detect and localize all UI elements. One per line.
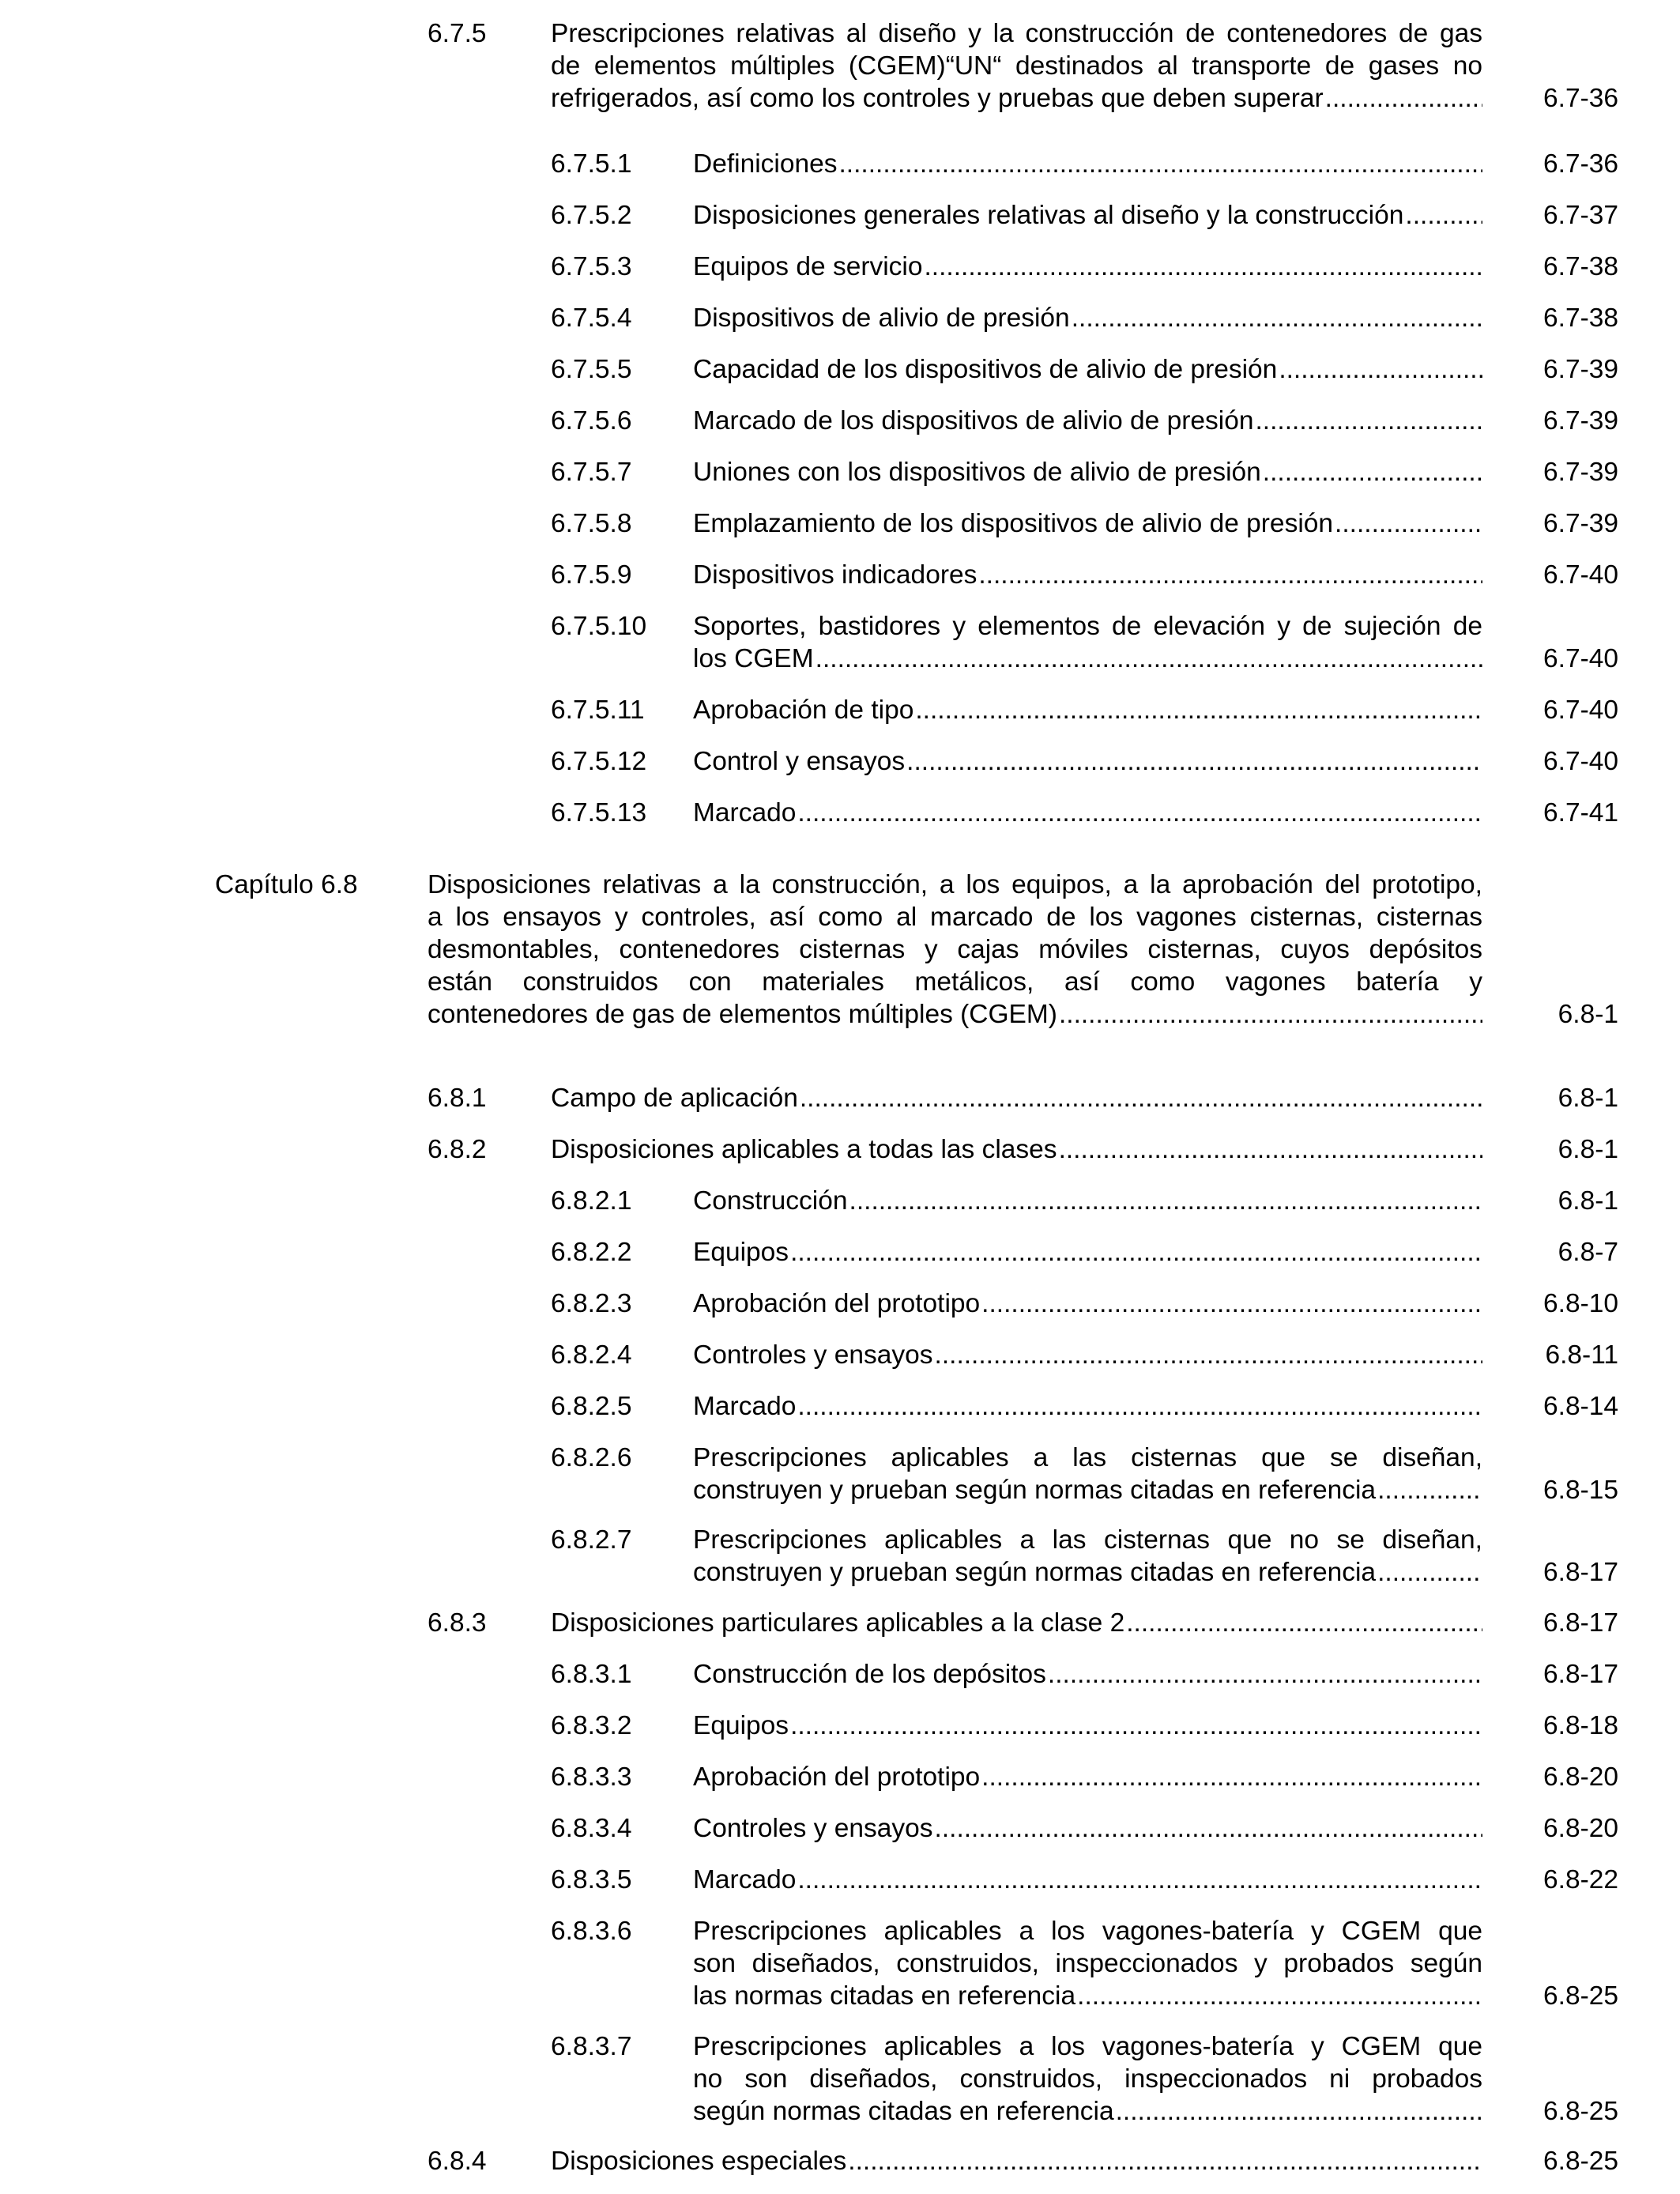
toc-entry-page: 6.7-40	[1543, 747, 1618, 776]
dot-leader	[925, 251, 1483, 283]
toc-entry-page: 6.8-1	[1558, 1000, 1618, 1029]
toc-entry-title-line: son diseñados, construidos, inspeccionados y probados según	[693, 1949, 1482, 1978]
toc-entry-page: 6.8-18	[1543, 1711, 1618, 1740]
toc-entry-title	[693, 1390, 1482, 1423]
toc-entry-page: 6.8-7	[1558, 1238, 1618, 1267]
toc-entry-title-line: a los ensayos y controles, así como al marcado de los vagones cisternas, cisternas	[428, 903, 1482, 932]
toc-entry-page: 6.7-37	[1543, 201, 1618, 230]
dot-leader	[797, 1390, 1482, 1423]
toc-entry-title	[693, 405, 1482, 437]
dot-leader	[1335, 507, 1482, 540]
toc-entry-number: 6.7.5.2	[551, 201, 632, 230]
toc-entry-title	[693, 1524, 1482, 1589]
toc-entry-page: 6.7-40	[1543, 560, 1618, 590]
toc-entry-title	[693, 148, 1482, 180]
toc-entry-title-line: Prescripciones aplicables a las cisternas que se diseñan,	[693, 1443, 1482, 1472]
toc-entry-number: 6.7.5.6	[551, 406, 632, 435]
dot-leader	[1377, 1556, 1482, 1589]
toc-entry-page: 6.8-1	[1558, 1186, 1618, 1216]
dot-leader	[848, 2145, 1482, 2177]
toc-entry-number: 6.8.2.7	[551, 1525, 632, 1555]
toc-entry-title	[693, 302, 1482, 334]
toc-entry-page: 6.7-39	[1543, 509, 1618, 538]
dot-leader	[981, 1287, 1482, 1320]
toc-entry-title-line: Aprobación de tipo	[693, 696, 914, 725]
dot-leader	[978, 559, 1482, 591]
toc-entry-number: 6.7.5.3	[551, 252, 632, 281]
toc-entry-title	[693, 456, 1482, 488]
toc-entry-number: 6.7.5.10	[551, 612, 647, 641]
toc-entry-title-line: Dispositivos de alivio de presión	[693, 303, 1070, 333]
toc-entry-title	[693, 251, 1482, 283]
toc-entry-number: 6.7.5.7	[551, 458, 632, 487]
toc-entry-title-line: desmontables, contenedores cisternas y cajas móviles cisternas, cuyos depósitos	[428, 935, 1482, 964]
toc-entry-number: 6.8.2.5	[551, 1392, 632, 1421]
toc-entry-number: 6.7.5.11	[551, 696, 645, 725]
dot-leader	[1059, 998, 1482, 1031]
toc-entry-page: 6.8-25	[1543, 1981, 1618, 2011]
toc-entry-number: 6.7.5.12	[551, 747, 647, 776]
dot-leader	[790, 1710, 1482, 1742]
toc-entry-number: 6.7.5.4	[551, 303, 632, 333]
toc-entry-title	[693, 2030, 1482, 2128]
toc-entry-title-line: Aprobación del prototipo	[693, 1762, 981, 1792]
toc-entry-title-line: refrigerados, así como los controles y pruebas que deben superar	[551, 84, 1324, 113]
toc-entry-title	[693, 694, 1482, 726]
toc-entry-page: 6.8-11	[1545, 1340, 1618, 1370]
toc-entry-page: 6.8-15	[1543, 1476, 1618, 1505]
toc-entry-title	[693, 1710, 1482, 1742]
toc-entry-title-line: Campo de aplicación	[551, 1084, 798, 1113]
toc-entry-title-line: construyen y prueban según normas citadas en referencia	[693, 1476, 1377, 1505]
toc-entry-title	[693, 797, 1482, 829]
toc-entry-title	[693, 353, 1482, 386]
toc-entry-title-line: de elementos múltiples (CGEM)“UN“ destinados al transporte de gases no	[551, 51, 1482, 81]
toc-entry-title-line: Marcado	[693, 798, 797, 827]
toc-entry-title-line: están construidos con materiales metálicos, así como vagones batería y	[428, 967, 1482, 997]
toc-entry-page: 6.8-1	[1558, 1084, 1618, 1113]
dot-leader	[935, 1339, 1482, 1371]
toc-entry-title-line: Prescripciones aplicables a los vagones-batería y CGEM que	[693, 1917, 1482, 1946]
toc-entry-page: 6.8-17	[1543, 1660, 1618, 1689]
toc-entry-title-line: Dispositivos indicadores	[693, 560, 977, 590]
toc-entry-page: 6.8-17	[1543, 1558, 1618, 1587]
dot-leader	[1325, 82, 1482, 115]
toc-entry-title-line: Equipos	[693, 1711, 789, 1740]
dot-leader	[838, 148, 1482, 180]
toc-entry-page: 6.8-22	[1543, 1865, 1618, 1894]
toc-entry-title-line: Disposiciones generales relativas al diseño y la construcción	[693, 201, 1404, 230]
toc-entry-page: 6.7-40	[1543, 696, 1618, 725]
dot-leader	[1255, 405, 1482, 437]
toc-entry-page: 6.8-14	[1543, 1392, 1618, 1421]
toc-entry-title	[693, 1915, 1482, 2012]
toc-entry-title	[693, 1287, 1482, 1320]
dot-leader	[1048, 1658, 1482, 1691]
toc-entry-title-line: Marcado de los dispositivos de alivio de presión	[693, 406, 1254, 435]
toc-entry-title-line: Control y ensayos	[693, 747, 906, 776]
toc-entry-title-line: Definiciones	[693, 149, 838, 179]
dot-leader	[935, 1812, 1482, 1845]
toc-entry-page: 6.7-40	[1543, 644, 1618, 673]
toc-entry-title-line: Disposiciones aplicables a todas las clases	[551, 1135, 1057, 1164]
toc-entry-title-line: Construcción	[693, 1186, 848, 1216]
toc-entry-number: 6.8.2.2	[551, 1238, 632, 1267]
toc-entry-page: 6.8-10	[1543, 1289, 1618, 1318]
toc-entry-title	[693, 559, 1482, 591]
toc-entry-title-line: no son diseñados, construidos, inspeccionados ni probados	[693, 2064, 1482, 2094]
toc-entry-number: 6.8.3.1	[551, 1660, 632, 1689]
toc-entry-page: 6.7-36	[1543, 84, 1618, 113]
dot-leader	[1072, 302, 1482, 334]
dot-leader	[1126, 1607, 1482, 1639]
toc-entry-title-line: Disposiciones particulares aplicables a la clase 2	[551, 1608, 1125, 1638]
toc-entry-number: 6.7.5.8	[551, 509, 632, 538]
dot-leader	[1263, 456, 1482, 488]
toc-entry-title	[693, 745, 1482, 778]
toc-entry-title-line: Disposiciones especiales	[551, 2147, 847, 2176]
toc-entry-number: 6.8.4	[428, 2147, 487, 2176]
toc-entry-number: 6.8.2.3	[551, 1289, 632, 1318]
toc-entry-title	[693, 1658, 1482, 1691]
toc-entry-number: 6.8.3.7	[551, 2032, 632, 2061]
toc-entry-title	[428, 869, 1482, 1031]
toc-entry-title-line: Marcado	[693, 1392, 797, 1421]
toc-entry-number: 6.8.3.5	[551, 1865, 632, 1894]
toc-entry-page: 6.8-1	[1558, 1135, 1618, 1164]
toc-entry-title	[551, 1133, 1482, 1166]
dot-leader	[800, 1082, 1482, 1114]
toc-entry-page: 6.7-38	[1543, 252, 1618, 281]
toc-entry-number: 6.8.3	[428, 1608, 487, 1638]
toc-entry-page: 6.7-36	[1543, 149, 1618, 179]
toc-entry-number: 6.8.1	[428, 1084, 487, 1113]
toc-entry-page: 6.7-41	[1543, 798, 1618, 827]
toc-entry-number: 6.7.5.13	[551, 798, 647, 827]
toc-entry-page: 6.7-38	[1543, 303, 1618, 333]
toc-entry-title	[551, 1607, 1482, 1639]
toc-entry-title	[693, 1442, 1482, 1506]
dot-leader	[1405, 199, 1482, 232]
toc-entry-title	[693, 1339, 1482, 1371]
toc-entry-number: 6.8.3.3	[551, 1762, 632, 1792]
toc-entry-title	[693, 1236, 1482, 1269]
toc-entry-number: 6.8.2	[428, 1135, 487, 1164]
toc-entry-number: 6.8.2.6	[551, 1443, 632, 1472]
dot-leader	[1059, 1133, 1482, 1166]
toc-entry-title-line: según normas citadas en referencia	[693, 2097, 1114, 2126]
toc-entry-title-line: los CGEM	[693, 644, 814, 673]
toc-entry-page: 6.7-39	[1543, 406, 1618, 435]
toc-entry-title-line: Equipos de servicio	[693, 252, 923, 281]
toc-entry-number: Capítulo 6.8	[215, 870, 358, 899]
toc-entry-title-line: Controles y ensayos	[693, 1340, 933, 1370]
toc-entry-title	[693, 1185, 1482, 1217]
toc-entry-number: 6.8.2.4	[551, 1340, 632, 1370]
toc-entry-title	[693, 1761, 1482, 1793]
toc-entry-title-line: las normas citadas en referencia	[693, 1981, 1076, 2011]
toc-entry-page: 6.8-20	[1543, 1762, 1618, 1792]
toc-entry-title-line: Disposiciones relativas a la construcción, a los equipos, a la aprobación del prototipo,	[428, 870, 1482, 899]
dot-leader	[849, 1185, 1482, 1217]
toc-entry-page: 6.8-25	[1543, 2097, 1618, 2126]
toc-entry-title-line: contenedores de gas de elementos múltiples (CGEM)	[428, 1000, 1057, 1029]
toc-entry-title-line: Prescripciones aplicables a los vagones-batería y CGEM que	[693, 2032, 1482, 2061]
toc-entry-number: 6.8.3.4	[551, 1814, 632, 1843]
toc-entry-page: 6.7-39	[1543, 458, 1618, 487]
toc-entry-page: 6.7-39	[1543, 355, 1618, 384]
toc-entry-page: 6.8-17	[1543, 1608, 1618, 1638]
toc-entry-title	[693, 1812, 1482, 1845]
toc-entry-number: 6.7.5.9	[551, 560, 632, 590]
toc-entry-page: 6.8-20	[1543, 1814, 1618, 1843]
dot-leader	[1077, 1980, 1482, 2012]
dot-leader	[981, 1761, 1482, 1793]
toc-entry-number: 6.7.5.1	[551, 149, 632, 179]
dot-leader	[797, 797, 1482, 829]
toc-entry-title-line: Construcción de los depósitos	[693, 1660, 1046, 1689]
toc-entry-page: 6.8-25	[1543, 2147, 1618, 2176]
toc-entry-number: 6.8.2.1	[551, 1186, 632, 1216]
dot-leader	[797, 1864, 1482, 1896]
toc-entry-number: 6.8.3.6	[551, 1917, 632, 1946]
toc-entry-title	[551, 2145, 1482, 2177]
toc-entry-number: 6.7.5.5	[551, 355, 632, 384]
toc-entry-title	[693, 610, 1482, 675]
toc-entry-title-line: Uniones con los dispositivos de alivio de presión	[693, 458, 1261, 487]
dot-leader	[1279, 353, 1482, 386]
toc-entry-title-line: Prescripciones relativas al diseño y la construcción de contenedores de gas	[551, 19, 1482, 48]
toc-entry-title	[693, 199, 1482, 232]
toc-entry-title-line: construyen y prueban según normas citadas en referencia	[693, 1558, 1377, 1587]
toc-entry-title-line: Aprobación del prototipo	[693, 1289, 981, 1318]
toc-entry-title-line: Soportes, bastidores y elementos de elevación y de sujeción de	[693, 612, 1482, 641]
toc-entry-title	[693, 1864, 1482, 1896]
dot-leader	[1377, 1474, 1482, 1506]
toc-entry-title-line: Equipos	[693, 1238, 789, 1267]
dot-leader	[915, 694, 1482, 726]
toc-entry-title	[551, 1082, 1482, 1114]
dot-leader	[790, 1236, 1482, 1269]
dot-leader	[816, 643, 1482, 675]
toc-entry-title	[551, 17, 1482, 115]
dot-leader	[906, 745, 1482, 778]
toc-entry-title	[693, 507, 1482, 540]
dot-leader	[1116, 2095, 1482, 2128]
toc-entry-title-line: Capacidad de los dispositivos de alivio de presión	[693, 355, 1278, 384]
toc-entry-title-line: Prescripciones aplicables a las cisternas que no se diseñan,	[693, 1525, 1482, 1555]
toc-entry-title-line: Marcado	[693, 1865, 797, 1894]
toc-entry-title-line: Emplazamiento de los dispositivos de alivio de presión	[693, 509, 1334, 538]
toc-entry-title-line: Controles y ensayos	[693, 1814, 933, 1843]
toc-entry-number: 6.7.5	[428, 19, 487, 48]
toc-entry-number: 6.8.3.2	[551, 1711, 632, 1740]
